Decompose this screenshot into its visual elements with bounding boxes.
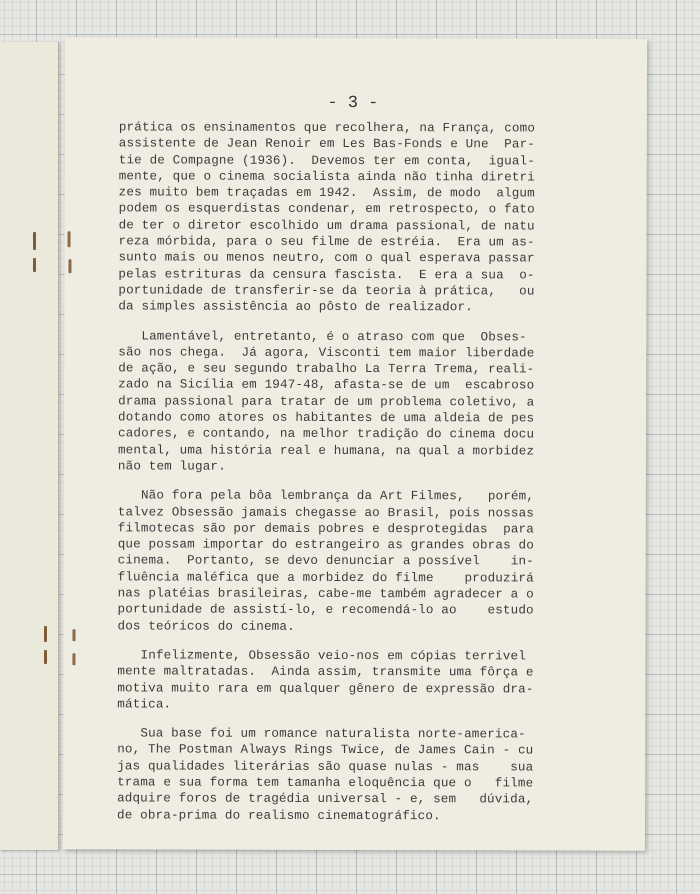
- text-line: tie de Compagne (1936). Devemos ter em conta, igual-: [118, 152, 535, 169]
- text-line: Sua base foi um romance naturalista norte-america-: [117, 726, 526, 742]
- staple-top-lower: [33, 258, 36, 272]
- text-line: Lamentável, entretanto, é o atraso com que Obses-: [118, 328, 527, 345]
- page-number: - 3 -: [327, 93, 379, 114]
- text-line: prática os ensinamentos que recolhera, na França, como: [118, 120, 536, 136]
- text-line: de obra-prima do realismo cinematográfico.: [117, 807, 441, 823]
- binding-hole-mark: [72, 629, 75, 641]
- staple-top: [33, 232, 36, 250]
- text-line: zado na Sicília em 1947-48, afasta-se de um escabroso: [118, 377, 535, 393]
- text-line: de ação, e seu segundo trabalho La Terra Trema, reali-: [118, 361, 535, 377]
- previous-page-edge: [0, 42, 59, 850]
- paragraph-1: [118, 119, 619, 316]
- text-line: zes muito bem traçadas em 1942. Assim, de modo algum: [118, 185, 535, 201]
- text-line: mental, uma história real e humana, na qual a morbidez: [117, 443, 535, 459]
- body-text: [117, 119, 619, 837]
- text-line: no, The Postman Always Rings Twice, de James Cain - cu: [117, 742, 534, 758]
- text-line: motiva muito rara em qualquer gênero de expressão dra-: [117, 680, 534, 696]
- text-line: jas qualidades literárias são quase nulas - mas sua: [117, 759, 534, 775]
- text-line: dotando como atores os habitantes de uma aldeia de pes: [118, 410, 535, 426]
- text-line: reza mórbida, para o seu filme de estréia. Era um as-: [118, 234, 535, 250]
- text-line: da simples assistência ao pôsto de realizador.: [118, 299, 473, 315]
- text-line: adquire foros de tragédia universal - e, sem dúvida,: [117, 791, 534, 807]
- typewritten-page: [63, 37, 647, 851]
- text-line: sunto mais ou menos neutro, com o qual esperava passar: [118, 250, 535, 266]
- paragraph-3: [118, 488, 618, 636]
- text-line: de ter o diretor escolhido um drama passional, de natu: [118, 218, 535, 234]
- text-line: dos teóricos do cinema.: [117, 618, 295, 634]
- text-line: talvez Obsessão jamais chegasse ao Brasil, pois nossas: [117, 504, 535, 521]
- text-line: Não fora pela bôa lembrança da Art Filmes, porém,: [117, 488, 535, 504]
- text-line: cinema. Portanto, se devo denunciar a possível in-: [117, 553, 534, 569]
- text-line: que possam importar do estrangeiro as grandes obras do: [117, 537, 534, 553]
- paragraph-2: [118, 328, 618, 476]
- text-line: portunidade de assistí-lo, e recomendá-lo ao estudo: [117, 602, 534, 618]
- binding-hole-mark: [72, 653, 75, 665]
- text-line: podem os esquerdistas condenar, em retrospecto, o fato: [118, 201, 535, 217]
- paragraph-5: [117, 725, 617, 824]
- text-line: mática.: [117, 697, 172, 712]
- text-line: fluência maléfica que a morbidez do filme produzirá: [117, 570, 534, 586]
- paragraph-4: [117, 647, 617, 713]
- text-line: portunidade de transferir-se da teoria à prática, ou: [118, 283, 535, 299]
- text-line: nas platéias brasileiras, cabe-me também agradecer a o: [117, 586, 534, 602]
- text-line: filmotecas são por demais pobres e desprotegidas para: [117, 521, 535, 537]
- text-line: drama passional para tratar de um problema coletivo, a: [118, 394, 535, 410]
- text-line: não tem lugar.: [117, 459, 226, 474]
- text-line: mente, que o cinema socialista ainda não tinha diretri: [118, 169, 535, 185]
- text-line: mente maltratadas. Ainda assim, transmite uma fôrça e: [117, 664, 534, 680]
- text-line: trama e sua forma tem tamanha eloquência que o filme: [117, 775, 534, 791]
- text-line: assistente de Jean Renoir em Les Bas-Fonds e Une Par-: [118, 136, 536, 152]
- staple-bottom: [44, 626, 47, 642]
- staple-bottom-lower: [44, 650, 47, 664]
- text-line: são nos chega. Já agora, Visconti tem maior liberdade: [118, 345, 535, 361]
- text-line: cadores, e contando, na melhor tradição do cinema docu: [118, 426, 535, 442]
- text-line: Infelizmente, Obsessão veio-nos em cópias terrivel: [117, 648, 526, 664]
- binding-hole-mark: [68, 259, 71, 273]
- binding-hole-mark: [68, 231, 71, 247]
- text-line: pelas estrituras da censura fascista. E era a sua o-: [118, 267, 535, 283]
